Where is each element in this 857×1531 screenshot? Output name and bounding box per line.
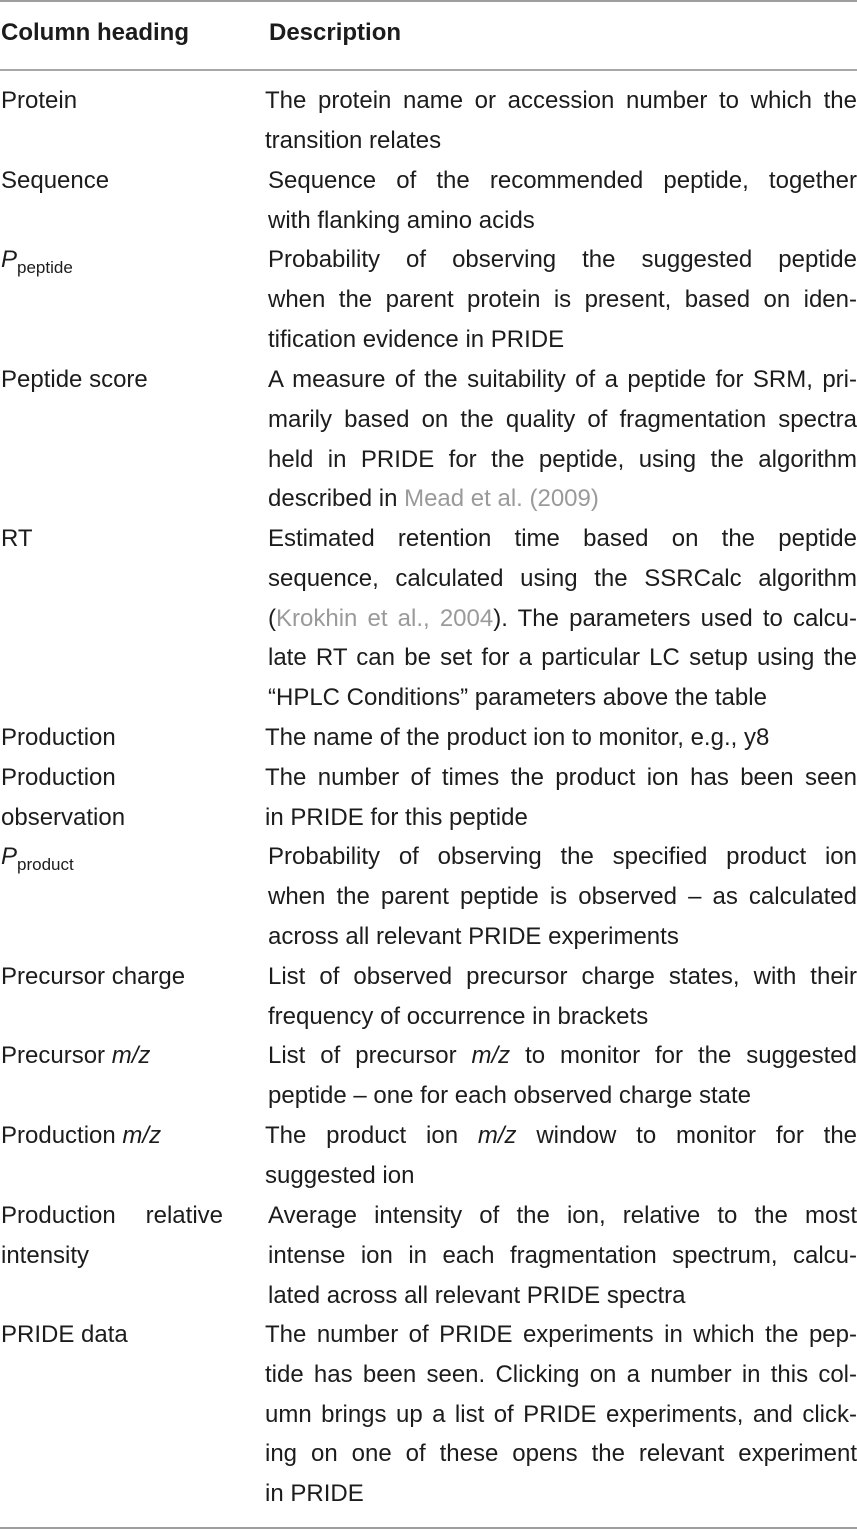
term-cell: [1, 758, 237, 838]
citation-link-krokhin[interactable]: Krokhin et al., 2004: [276, 604, 494, 632]
description-line: Probability of observing the specified product ion: [268, 843, 857, 870]
description-line: with flanking amino acids: [268, 206, 535, 234]
term-line: observation: [1, 803, 126, 831]
description-cell: [268, 240, 857, 359]
description-line: Probability of observing the suggested peptide: [268, 246, 857, 273]
description-cell: [265, 1116, 857, 1196]
description-line: tification evidence in PRIDE: [268, 325, 565, 353]
term-line: Production relative: [1, 1202, 223, 1229]
term-italic: m/z: [122, 1122, 162, 1149]
description-text: described in: [268, 485, 405, 513]
description-line: suggested ion: [265, 1161, 415, 1189]
description-line: [268, 479, 857, 519]
description-line: tide has been seen. Clicking on a number in this col-: [265, 1360, 857, 1388]
term-line: intensity: [1, 1241, 90, 1269]
term-cell: Production: [1, 724, 116, 751]
description-line: across all relevant PRIDE experiments: [268, 922, 679, 950]
description-line: List of observed precursor charge states, with their: [268, 963, 857, 990]
description-line: when the parent peptide is observed – as calculated: [268, 882, 857, 910]
description-italic: m/z: [477, 1122, 517, 1149]
term-cell: [1, 1036, 237, 1076]
description-line: The protein name or accession number to which the: [265, 87, 857, 114]
description-cell: [265, 758, 857, 838]
term-subscript: product: [17, 855, 74, 874]
description-line: [268, 599, 857, 639]
description-line: transition relates: [265, 126, 442, 154]
description-line: ing on one of these opens the relevant experiment: [265, 1440, 857, 1468]
description-line: peptide – one for each observed charge state: [268, 1081, 751, 1109]
description-cell: [268, 837, 857, 956]
term-cell: Protein: [1, 87, 78, 114]
description-header: Description: [269, 19, 402, 46]
term-symbol: P: [1, 246, 18, 273]
term-cell: [1, 240, 237, 288]
description-line: held in PRIDE for the peptide, using the algorithm: [268, 445, 857, 473]
term-text: Production: [1, 1122, 123, 1149]
description-text: List of precursor: [268, 1042, 472, 1069]
header-rule: [0, 69, 857, 71]
top-rule: [0, 0, 857, 2]
term-cell: Sequence: [1, 167, 110, 194]
description-cell: [268, 519, 857, 718]
description-line: when the parent protein is present, based on iden-: [268, 285, 857, 313]
description-line: umn brings up a list of PRIDE experiments, and click-: [265, 1400, 857, 1428]
term-symbol: P: [1, 843, 18, 870]
term-cell: Peptide score: [1, 366, 148, 393]
term-cell: PRIDE data: [1, 1321, 128, 1348]
description-cell: [268, 957, 857, 1037]
term-cell: RT: [1, 525, 33, 552]
table-header-row: [0, 14, 857, 54]
description-cell: [268, 1036, 857, 1116]
description-cell: [268, 360, 857, 519]
description-line: The number of PRIDE experiments in which the pep-: [265, 1321, 857, 1348]
term-cell: [1, 1196, 237, 1276]
term-cell: [1, 1116, 237, 1156]
description-cell: [265, 81, 857, 161]
description-line: marily based on the quality of fragmentation spectra: [268, 405, 857, 433]
description-line: intense ion in each fragmentation spectrum, calcu-: [268, 1241, 857, 1269]
description-text: window to monitor for the: [516, 1122, 857, 1149]
term-cell: Precursor charge: [1, 963, 186, 990]
description-line: Sequence of the recommended peptide, together: [268, 167, 857, 194]
description-cell: [265, 1315, 857, 1514]
description-line: The number of times the product ion has been seen: [265, 764, 857, 791]
description-line: [268, 1036, 857, 1076]
term-italic: m/z: [111, 1042, 151, 1069]
description-text: The product ion: [265, 1122, 478, 1149]
term-text: Precursor: [1, 1042, 112, 1069]
description-line: sequence, calculated using the SSRCalc algorithm: [268, 564, 857, 592]
description-line: A measure of the suitability of a peptide for SRM, pri-: [268, 366, 857, 393]
description-line: The name of the product ion to monitor, e.g., y8: [265, 724, 770, 751]
bottom-rule: [0, 1527, 857, 1529]
description-text: (: [268, 604, 276, 632]
description-cell: [265, 718, 857, 758]
description-text: to monitor for the suggested: [510, 1042, 857, 1069]
description-line: Estimated retention time based on the peptide: [268, 525, 857, 552]
description-line: frequency of occurrence in brackets: [268, 1002, 649, 1030]
description-line: lated across all relevant PRIDE spectra: [268, 1281, 686, 1309]
term-cell: [1, 837, 237, 885]
description-line: in PRIDE: [265, 1480, 364, 1508]
term-subscript: peptide: [17, 258, 73, 277]
description-line: in PRIDE for this peptide: [265, 803, 528, 831]
description-cell: [268, 161, 857, 241]
description-text: ). The parameters used to calcu-: [493, 604, 857, 632]
description-line: late RT can be set for a particular LC setup using the: [268, 644, 857, 672]
description-italic: m/z: [471, 1042, 511, 1069]
description-cell: [268, 1196, 857, 1315]
description-line: Average intensity of the ion, relative to the most: [268, 1202, 857, 1229]
citation-link-mead[interactable]: Mead et al. (2009): [404, 485, 599, 513]
description-line: “HPLC Conditions” parameters above the table: [268, 684, 767, 712]
description-line: [265, 1116, 857, 1156]
column-heading-header: Column heading: [1, 19, 189, 46]
term-line: Production: [1, 764, 116, 791]
